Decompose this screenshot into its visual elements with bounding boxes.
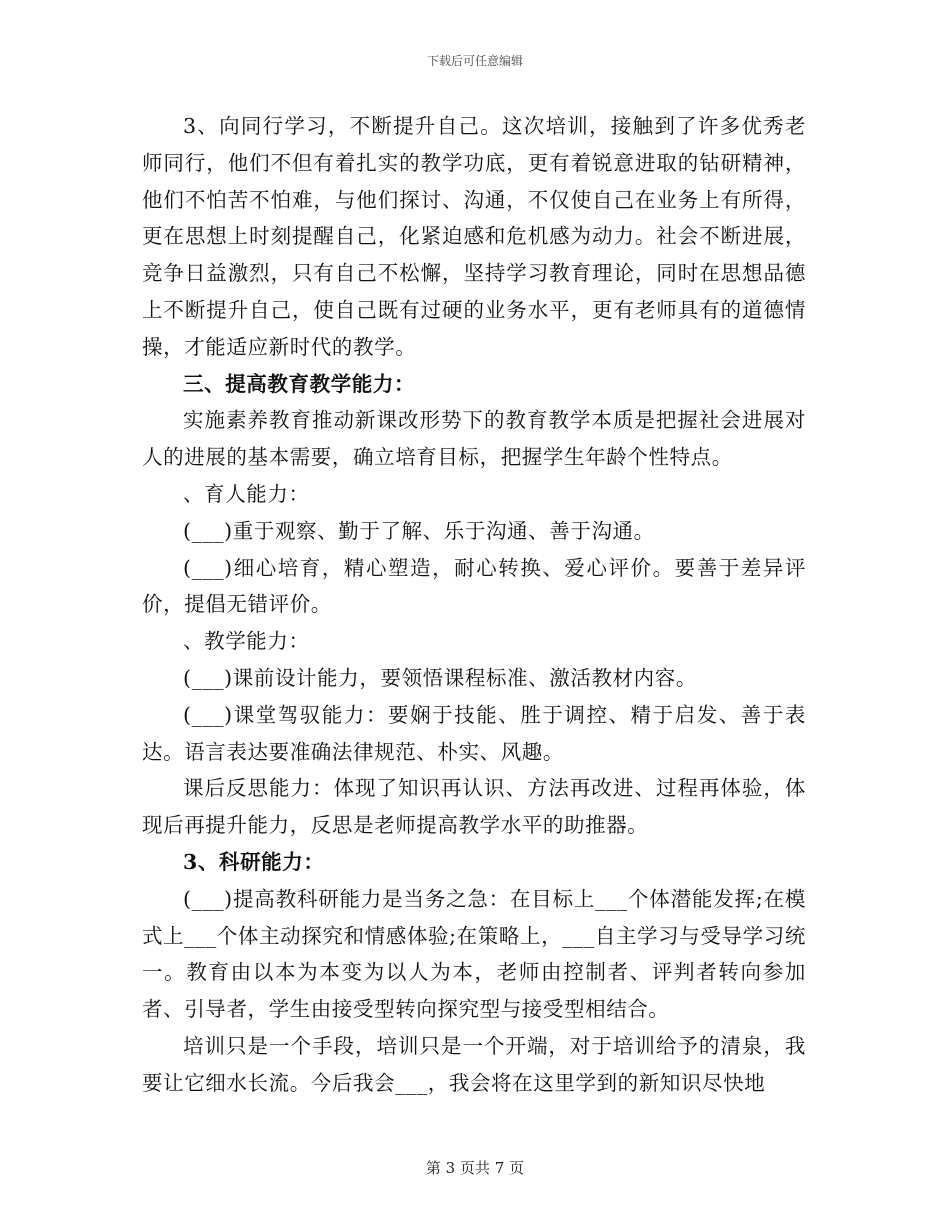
paragraph-training-conclusion: 培训只是一个手段，培训只是一个开端，对于培训给予的清泉，我要让它细水长流。今后我会___，我会将在这里学到的新知识尽快地	[142, 1033, 806, 1095]
page-header: 下载后可任意编辑	[426, 54, 523, 68]
section-heading-research-ability: 3、科研能力：	[183, 849, 325, 874]
paragraph-quality-education: 实施素养教育推动新课改形势下的教育教学本质是把握社会进展对人的进展的基本需要，确立培育目标，把握学生年龄个性特点。	[142, 408, 806, 470]
paragraph-peer-learning: 3、向同行学习，不断提升自己。这次培训，接触到了许多优秀老师同行，他们不但有着扎实的教学功底，更有着锐意进取的钻研精神，他们不怕苦不怕难，与他们探讨、沟通，不仅使自己在业务上有所得，更在思想上时刻提醒自己，化紧迫感和危机感为动力。社会不断进展，竞争日益激烈，只有自己不松懈，坚持学习教育理论，同时在思想品德上不断提升自己，使自己既有过硬的业务水平，更有老师具有的道德情操，才能适应新时代的教学。	[142, 114, 806, 359]
paragraph-reflection: 课后反思能力：体现了知识再认识、方法再改进、过程再体验，体现后再提升能力，反思是老师提高教学水平的助推器。	[142, 776, 806, 838]
subheading-nurturing-ability: 、育人能力：	[183, 481, 310, 506]
paragraph-careful-nurturing: (___)细心培育，精心塑造，耐心转换、爱心评价。要善于差异评价，提倡无错评价。	[142, 555, 806, 617]
paragraph-lesson-design: (___)课前设计能力，要领悟课程标准、激活教材内容。	[183, 665, 697, 690]
document-body	[142, 108, 806, 1102]
subheading-teaching-ability: 、教学能力：	[183, 629, 310, 654]
paragraph-observation: (___)重于观察、勤于了解、乐于沟通、善于沟通。	[183, 518, 655, 543]
section-heading-teaching-ability: 三、提高教育教学能力：	[183, 371, 416, 396]
paragraph-research: (___)提高教科研能力是当务之急：在目标上___个体潜能发挥;在模式上___个体主动探究和情感体验;在策略上，___自主学习与受导学习统一。教育由以本为本变为以人为本，老师由控制者、评判者转向参加者、引导者，学生由接受型转向探究型与接受型相结合。	[142, 886, 806, 1022]
page-number: 第 3 页共 7 页	[425, 1159, 525, 1177]
paragraph-classroom-control: (___)课堂驾驭能力：要娴于技能、胜于调控、精于启发、善于表达。语言表达要准确法律规范、朴实、风趣。	[142, 702, 806, 764]
